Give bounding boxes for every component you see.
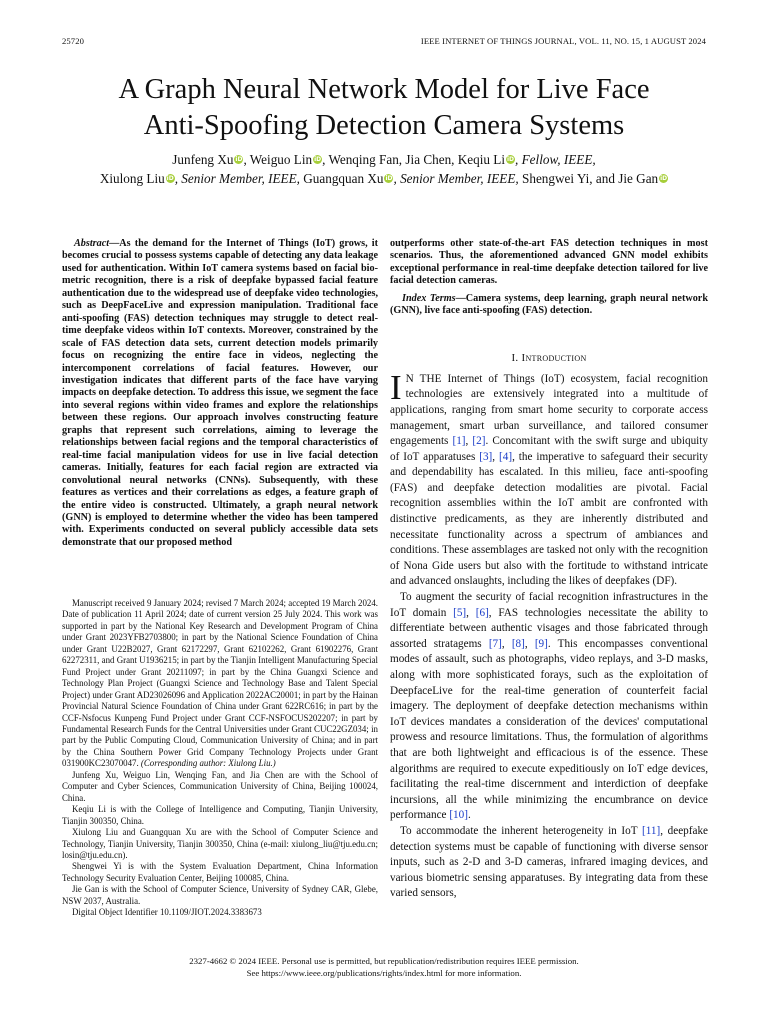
author-name: Xiulong Liu: [99, 171, 165, 186]
citation-link[interactable]: [4]: [499, 450, 513, 463]
paper-title: [40, 72, 728, 144]
footnotes: [62, 598, 378, 919]
orcid-icon[interactable]: iD: [166, 175, 174, 182]
copyright-line-1: 2327-4662 © 2024 IEEE. Personal use is permitted, but republication/redistribution requires IEEE permission.: [189, 956, 579, 966]
citation-link[interactable]: [11]: [641, 824, 661, 837]
abstract-label: Abstract: [74, 238, 110, 249]
paragraph-text: ,: [465, 435, 473, 448]
index-terms-text: —Camera systems, deep learning, graph neural network (GNN), live face anti-spoofing (FAS) detection.: [390, 292, 708, 317]
section-numeral: I.: [511, 351, 522, 364]
paragraph-text: , the imperative to safeguard their security and dependability has escalated. In this milieu, face anti-spoofing (FAS) and deepfake detection modalities are pivotal. Facial recognition assemblies within the IoT ambit are confronted with distinctive predicaments, as they are inherently distributed and necessitate functionality across a spectrum of ambiances and conditions. These assemblages are tasked not only with the recognition of Nona Gide users but also with the fortitude to withstand intricate and advanced onslaughts, including the likes of deepfakes (DF).: [390, 450, 709, 588]
paragraph-text: ,: [524, 637, 535, 650]
author-grade: , Fellow, IEEE,: [515, 152, 596, 167]
intro-paragraph-2: [390, 590, 708, 824]
orcid-icon[interactable]: iD: [235, 156, 243, 163]
index-terms: [390, 293, 708, 318]
intro-paragraph-3: [390, 824, 708, 902]
paragraph-text: ,: [492, 450, 500, 463]
abstract-text: —As the demand for the Internet of Things (IoT) grows, it becomes crucial to possess systems capable of detecting any data leakage used for authentication. Within IoT camera systems based on facial bio-metric recognition, there is a risk of deepfake bypassed facial feature authentication due to the widespread use of deepfake video technologies, such as DeepFaceLive and expression manipulation. Traditional face anti-spoofing (FAS) detection techniques may struggle to detect real-time deepfake videos within IoT contexts. Moreover, constrained by the scale of FAS detection data sets, current detection models primarily focus on recognizing the entire face in videos, neglecting the intercomponent correlations of facial features. However, our investigation indicates that different parts of the face have varying impacts on deepfake detection. To address this issue, we segment the face into several regions within video frames and explore the relationships between these regions. Our approach involves constructing feature graphs that represent such correlations, aiming to leverage the relationships between facial regions and the temporal characteristics of real-time facial manipulation videos for use in live facial detection cameras. Initially, features for each facial region are extracted via convolutional neural networks (CNNs). Subsequently, with these features as vertices and their correlations as edges, a feature graph of the entire video is constructed. Ultimately, a graph neural network (GNN) is employed to determine whether the video has been tampered with. Experiments conducted on several publicly accessible data sets demonstrate that our proposed method: [62, 238, 378, 548]
title-line-1: A Graph Neural Network Model for Live Face: [118, 74, 650, 105]
journal-citation: IEEE INTERNET OF THINGS JOURNAL, VOL. 11, NO. 15, 1 AUGUST 2024: [420, 36, 706, 46]
author-name: , Weiguo Lin: [243, 152, 313, 167]
copyright-line-2[interactable]: See https://www.ieee.org/publications/rights/index.html for more information.: [246, 967, 522, 978]
funding-note: [62, 598, 378, 770]
paragraph-text: .: [467, 809, 471, 822]
citation-link[interactable]: [10]: [449, 809, 468, 822]
paragraph-text: To augment the security of facial recognition infrastructures in the IoT domain: [390, 591, 708, 619]
paragraph-text: , deepfake detection systems must be capable of functioning with diverse sensor inputs, such as 2-D and 3-D cameras, infrared imaging devices, and various biometric sensing apparatuses. By integrating data from these varied sensors,: [390, 824, 709, 900]
right-column: [390, 238, 708, 902]
paragraph-text: . This encompasses conventional modes of assault, such as photographs, video replays, and 3-D masks, along with more sophisticated forays, such as the exploitation of DeepfaceLive for the real-time generation of counterfeit facial imagery. The deployment of deepfake detection mechanisms within IoT devices mandates a consideration of the devices' computational prowess and resource limitations. Thus, the formulation of algorithms that are both lightweight and efficacious is of the essence. These algorithms are required to execute expeditiously on IoT edge devices, facilitating the real-time discernment and interdiction of deepfake incursions, all the while minimizing the encumbrance on device performance: [390, 637, 708, 822]
author-name: , Wenqing Fan, Jia Chen, Keqiu Li: [322, 152, 506, 167]
author-name: Guangquan Xu: [299, 171, 384, 186]
paragraph-text: . Concomitant with the swift surge and ubiquity of IoT apparatuses: [390, 435, 708, 463]
abstract: [62, 238, 378, 549]
orcid-icon[interactable]: iD: [660, 175, 668, 182]
citation-link[interactable]: [8]: [511, 637, 525, 650]
author-grade: , Senior Member, IEEE,: [174, 171, 300, 186]
paragraph-text: To accommodate the inherent heterogeneity in IoT: [400, 824, 642, 837]
author-grade: , Senior Member, IEEE,: [393, 171, 519, 186]
running-header: [62, 36, 706, 48]
citation-link[interactable]: [1]: [452, 435, 466, 448]
paragraph-text: ,: [466, 606, 476, 619]
citation-link[interactable]: [6]: [475, 606, 489, 619]
affiliation-note: Xiulong Liu and Guangquan Xu are with the School of Computer Science and Technology, Tianjin University, Tianjin 300350, China (e-mail: xiulong_liu@tju.edu.cn; losin@tju.edu.cn).: [62, 827, 378, 860]
author-list: [40, 150, 728, 188]
citation-link[interactable]: [3]: [479, 450, 493, 463]
affiliation-note: Keqiu Li is with the College of Intelligence and Computing, Tianjin University, Tianjin 300350, China.: [62, 804, 378, 826]
left-column: [62, 238, 378, 549]
paragraph-text: N THE Internet of Things (IoT) ecosystem, facial recognition technologies are extensively integrated into a multitude of applications, ranging from smart home security to corporate access management, smart urban surveillance, and tailored consumer engagements: [390, 372, 708, 448]
citation-link[interactable]: [7]: [488, 637, 502, 650]
section-heading-introduction: [390, 352, 708, 364]
drop-cap: I: [390, 367, 402, 407]
funding-text: Manuscript received 9 January 2024; revised 7 March 2024; accepted 19 March 2024. Date of publication 11 April 2024; date of current version 25 July 2024. This work was supported in part by the National Key Research and Development Program of China under Grant 2023YFB2703800; in part by the National Science Foundation of China under Grant U22B2027, Grant 62172297, Grant 62102262, Grant 61902276, Grant 62272311, and Grant U1936215; in part by the Tianjin Intelligent Manufacturing Special Fund Project under Grant 20211097; in part by the China Guangxi Science and Technology Plan Project (Guangxi Science and Technology Base and Talent Special Project) under Grant AD23026096 and Application 2022AC20001; in part by the Hainan Provincial Natural Science Foundation of China under Grant 622RC616; in part by the CCF-Nsfocus Kunpeng Fund Project under Grant CCF-NSFOCUS202207; in part by Fundamental Research Funds for the Central Universities under Grant CUC22GZ034; in part by the Public Computing Cloud, Communication University of China; and in part by the China Southern Power Grid Company Technology Projects under Grant 031900KC23070047.: [62, 598, 378, 769]
abstract-continued: outperforms other state-of-the-art FAS detection techniques in most scenarios. Thus, the aforementioned advanced GNN model exhibits exceptional performance in real-time deepfake detection tailored for live facial detection cameras.: [390, 238, 708, 287]
orcid-icon[interactable]: iD: [314, 156, 322, 163]
affiliation-note: Junfeng Xu, Weiguo Lin, Wenqing Fan, and Jia Chen are with the School of Computer and Cyber Sciences, Communication University of China, Beijing 100024, China.: [62, 769, 378, 803]
corresponding-author: (Corresponding author: Xiulong Liu.): [138, 758, 276, 769]
paragraph-text: , FAS technologies necessitate the ability to differentiate between authentic visages and those fabricated through assorted stratagems: [390, 606, 708, 650]
intro-paragraph-1: [390, 367, 709, 590]
page-number: 25720: [62, 36, 84, 46]
author-name: Junfeng Xu: [172, 152, 234, 167]
affiliation-note: Jie Gan is with the School of Computer Science, University of Sydney CAR, Glebe, NSW 2037, Australia.: [62, 884, 378, 906]
citation-link[interactable]: [2]: [472, 435, 486, 448]
title-line-2: Anti-Spoofing Detection Camera Systems: [143, 110, 625, 141]
author-name: Shengwei Yi, and Jie Gan: [518, 171, 659, 186]
affiliation-note: Shengwei Yi is with the System Evaluation Department, China Information Technology Security Evaluation Center, Beijing 100085, China.: [62, 861, 378, 883]
paragraph-text: ,: [501, 637, 512, 650]
section-title: Introduction: [521, 351, 587, 364]
orcid-icon[interactable]: iD: [385, 175, 393, 182]
index-terms-label: Index Terms: [402, 292, 456, 304]
orcid-icon[interactable]: iD: [507, 156, 515, 163]
doi-line[interactable]: Digital Object Identifier 10.1109/JIOT.2024.3383673: [72, 907, 262, 918]
copyright-notice: [40, 956, 728, 979]
citation-link[interactable]: [5]: [453, 606, 467, 619]
citation-link[interactable]: [9]: [534, 637, 548, 650]
